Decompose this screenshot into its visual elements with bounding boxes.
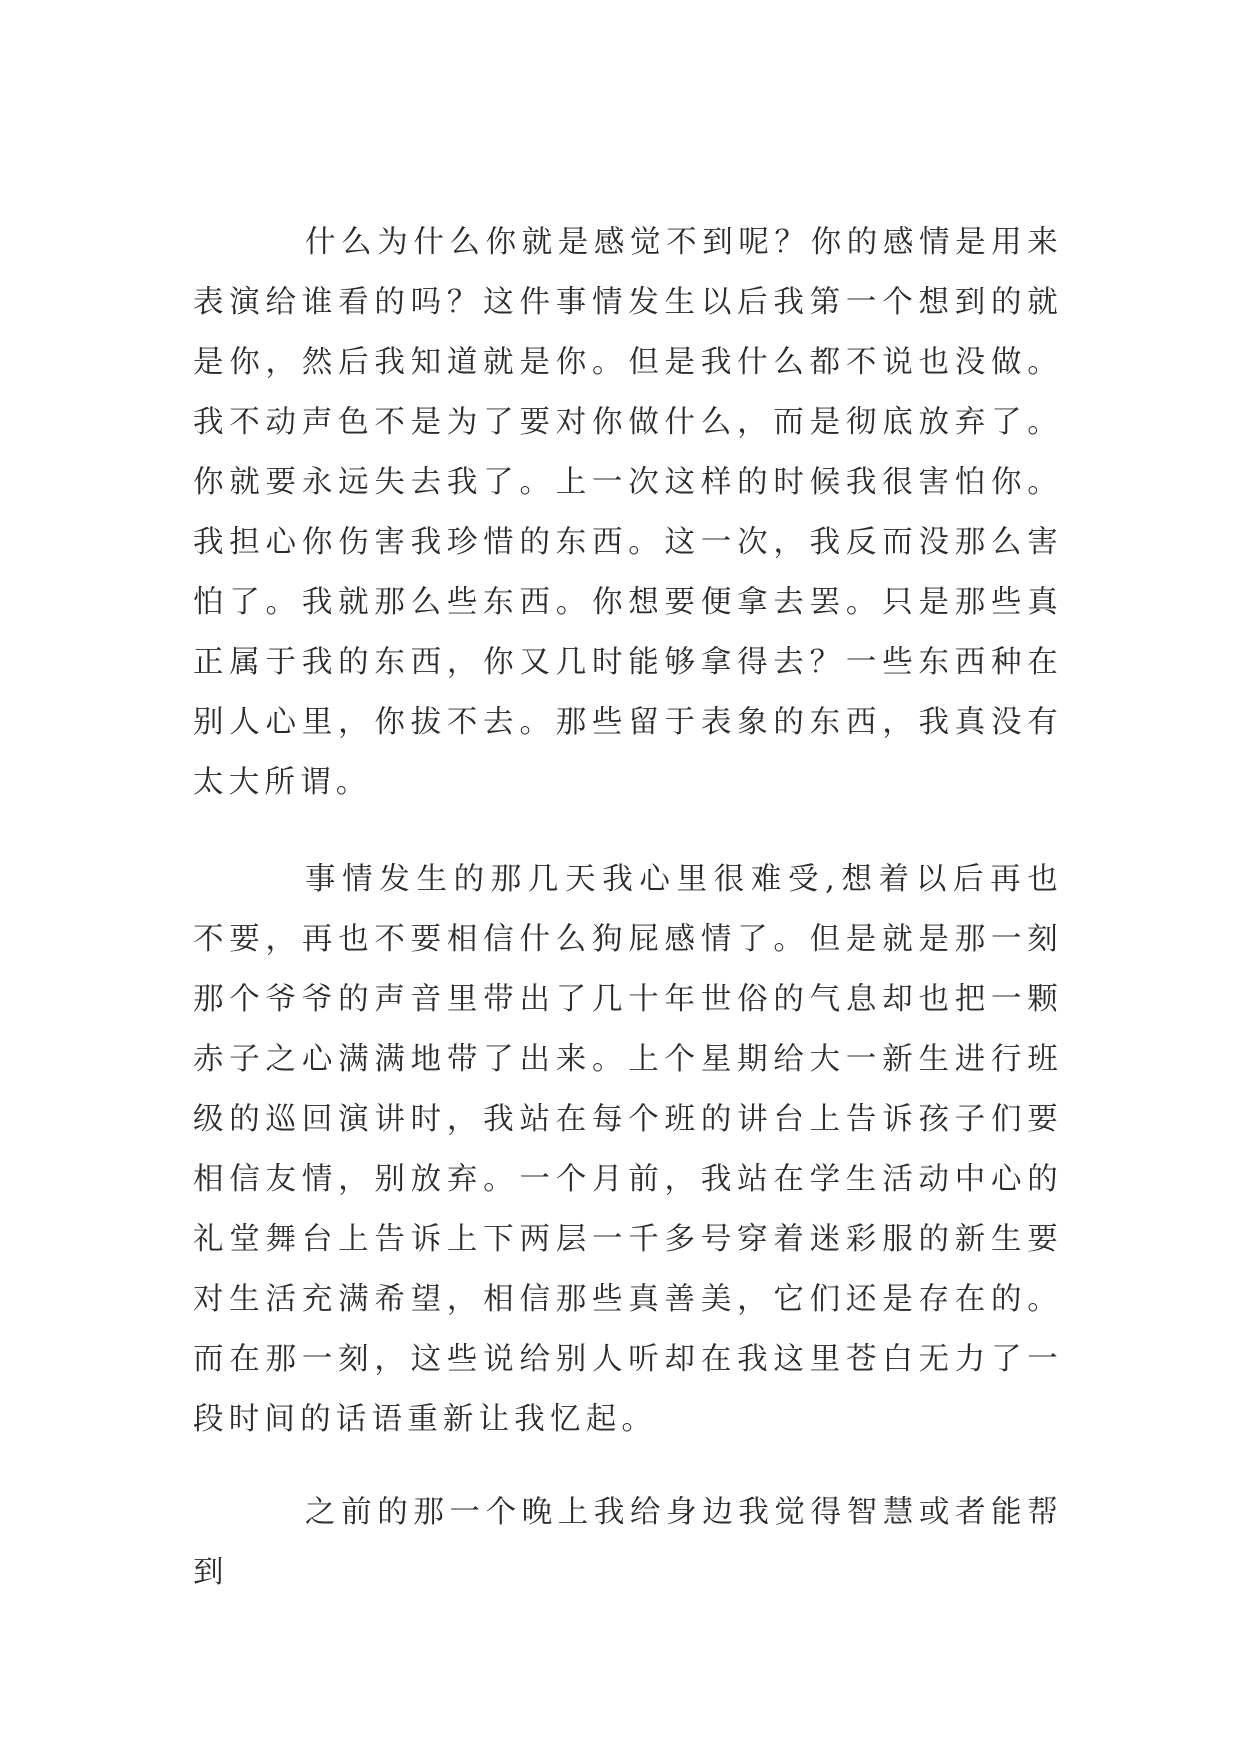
paragraph-2: 事情发生的那几天我心里很难受,想着以后再也不要，再也不要相信什么狗屁感情了。但是就是那一刻那个爷爷的声音里带出了几十年世俗的气息却也把一颗赤子之心满满地带了出来。上个星期给大一新生进行班级的巡回演讲时，我站在每个班的讲台上告诉孩子们要相信友情，别放弃。一个月前，我站在学生活动中心的礼堂舞台上告诉上下两层一千多号穿着迷彩服的新生要对生活充满希望，相信那些真善美，它们还是存在的。而在那一刻，这些说给别人听却在我这里苍白无力了一段时间的话语重新让我忆起。 xyxy=(193,862,1063,1437)
paragraph-1: 什么为什么你就是感觉不到呢？你的感情是用来表演给谁看的吗？这件事情发生以后我第一个想到的就是你，然后我知道就是你。但是我什么都不说也没做。我不动声色不是为了要对你做什么，而是彻底放弃了。你就要永远失去我了。上一次这样的时候我很害怕你。我担心你伤害我珍惜的东西。这一次，我反而没那么害怕了。我就那么些东西。你想要便拿去罢。只是那些真正属于我的东西，你又几时能够拿得去？一些东西种在别人心里，你拔不去。那些留于表象的东西，我真没有太大所谓。 xyxy=(193,225,1063,800)
paragraph-3: 之前的那一个晚上我给身边我觉得智慧或者能帮到 xyxy=(193,1495,1063,1590)
